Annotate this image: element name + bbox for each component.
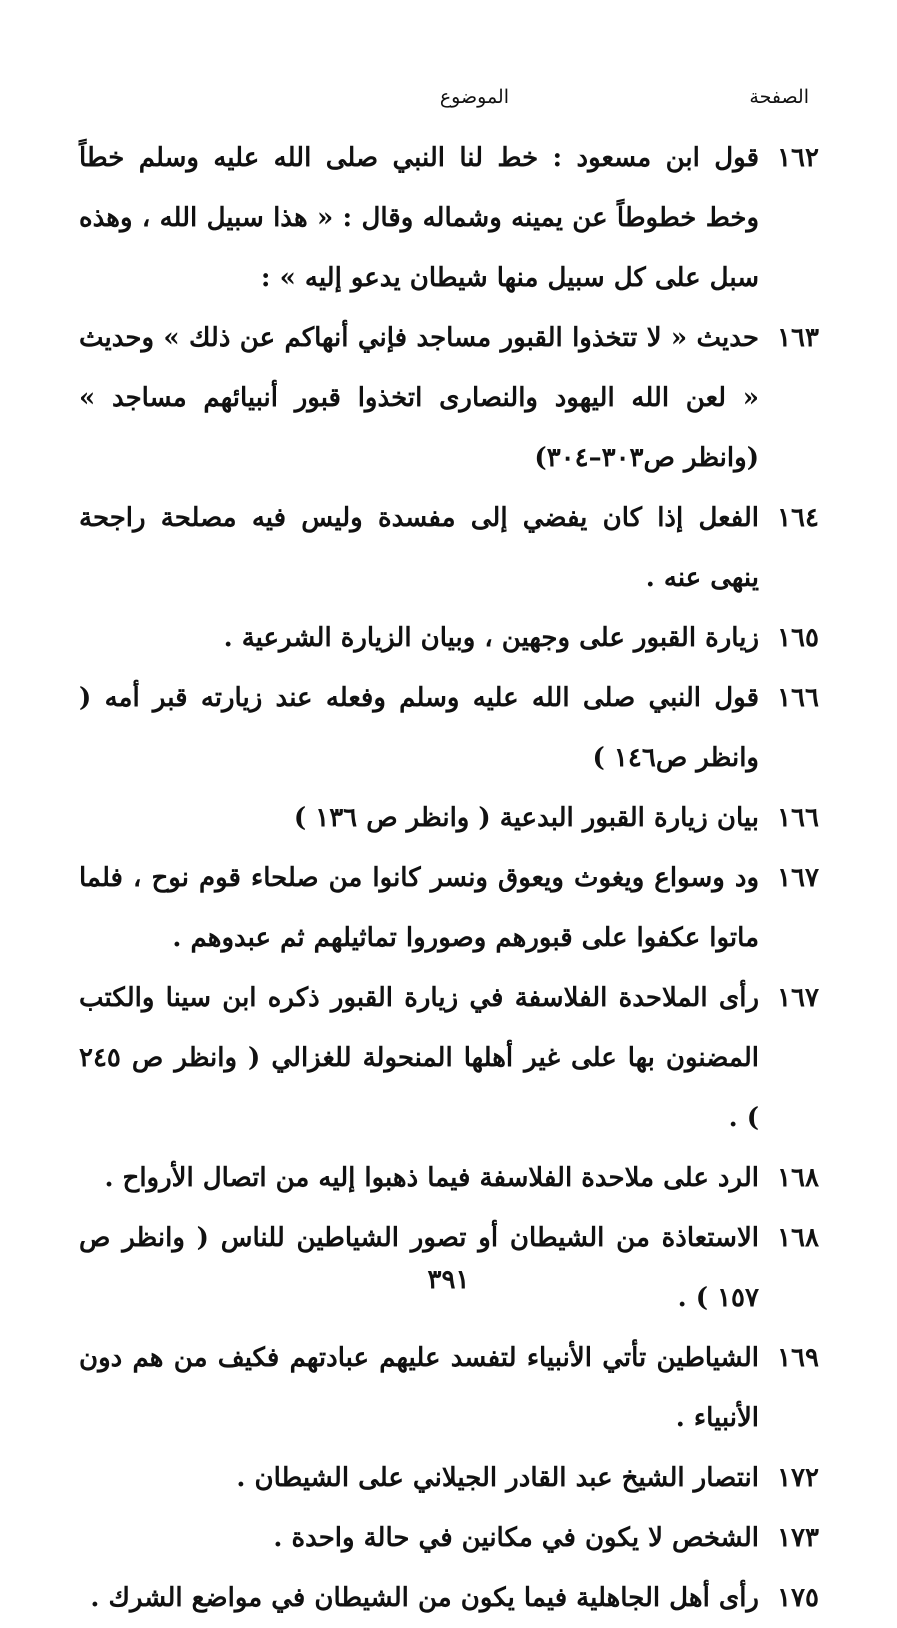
- index-entry: [79, 1148, 819, 1208]
- index-entry: [79, 968, 819, 1148]
- index-entry: [79, 1448, 819, 1508]
- entry-topic: الفعل إذا كان يفضي إلى مفسدة وليس فيه مصلحة راجحة ينهى عنه .: [79, 503, 759, 593]
- index-entry: [79, 788, 819, 848]
- entry-page-number: ١٧٥: [777, 1583, 819, 1613]
- index-entry: [79, 1568, 819, 1628]
- entry-topic: الشخص لا يكون في مكانين في حالة واحدة .: [273, 1523, 759, 1553]
- entry-topic: حديث « لا تتخذوا القبور مساجد فإني أنهاكم عن ذلك » وحديث « لعن الله اليهود والنصارى اتخذوا قبور أنبيائهم مساجد » (وانظر ص٣٠٣–٣٠٤): [79, 323, 759, 473]
- page-number: ٣٩١: [427, 1265, 470, 1295]
- entry-topic: قول النبي صلى الله عليه وسلم وفعله عند زيارته قبر أمه ( وانظر ص١٤٦ ): [79, 683, 759, 773]
- entry-page-number: ١٦٣: [777, 323, 819, 353]
- index-entries: [79, 128, 819, 1628]
- entry-page-number: ١٦٢: [777, 143, 819, 173]
- entry-topic: انتصار الشيخ عبد القادر الجيلاني على الشيطان .: [236, 1463, 759, 1493]
- entry-topic: ود وسواع ويغوث ويعوق ونسر كانوا من صلحاء قوم نوح ، فلما ماتوا عكفوا على قبورهم وصوروا تماثيلهم ثم عبدوهم .: [79, 863, 759, 953]
- index-entry: [79, 308, 819, 488]
- entry-page-number: ١٦٥: [777, 623, 819, 653]
- entry-page-number: ١٧٣: [777, 1523, 819, 1553]
- index-header: [0, 82, 897, 116]
- topic-column-label: الموضوع: [439, 86, 509, 108]
- index-entry: [79, 668, 819, 788]
- entry-page-number: ١٦٦: [777, 683, 819, 713]
- index-entry: [79, 608, 819, 668]
- entry-page-number: ١٦٩: [777, 1343, 819, 1373]
- index-entry: [79, 848, 819, 968]
- entry-topic: رأى أهل الجاهلية فيما يكون من الشيطان في مواضع الشرك .: [90, 1583, 759, 1613]
- entry-page-number: ١٦٦: [777, 803, 819, 833]
- entry-page-number: ١٦٤: [777, 503, 819, 533]
- index-entry: [79, 1328, 819, 1448]
- index-entry: [79, 488, 819, 608]
- entry-topic: الشياطين تأتي الأنبياء لتفسد عليهم عبادتهم فكيف من هم دون الأنبياء .: [79, 1343, 759, 1433]
- entry-page-number: ١٦٨: [777, 1223, 819, 1253]
- entry-topic: رأى الملاحدة الفلاسفة في زيارة القبور ذكره ابن سينا والكتب المضنون بها على غير أهلها المنحولة للغزالي ( وانظر ص ٢٤٥ ) .: [79, 983, 759, 1133]
- entry-topic: قول ابن مسعود : خط لنا النبي صلى الله عليه وسلم خطاً وخط خطوطاً عن يمينه وشماله وقال : « هذا سبيل الله ، وهذه سبل على كل سبيل منها شيطان يدعو إليه » :: [79, 143, 759, 293]
- entry-page-number: ١٧٢: [777, 1463, 819, 1493]
- entry-topic: الاستعاذة من الشيطان أو تصور الشياطين للناس ( وانظر ص ١٥٧ ) .: [79, 1223, 759, 1313]
- index-entry: [79, 128, 819, 308]
- entry-topic: الرد على ملاحدة الفلاسفة فيما ذهبوا إليه من اتصال الأرواح .: [104, 1163, 759, 1193]
- entry-topic: بيان زيارة القبور البدعية ( وانظر ص ١٣٦ ): [293, 803, 759, 833]
- entry-page-number: ١٦٧: [777, 983, 819, 1013]
- entry-topic: زيارة القبور على وجهين ، وبيان الزيارة الشرعية .: [223, 623, 759, 653]
- entry-page-number: ١٦٨: [777, 1163, 819, 1193]
- entry-page-number: ١٦٧: [777, 863, 819, 893]
- page-column-label: الصفحة: [749, 86, 809, 108]
- index-entry: [79, 1508, 819, 1568]
